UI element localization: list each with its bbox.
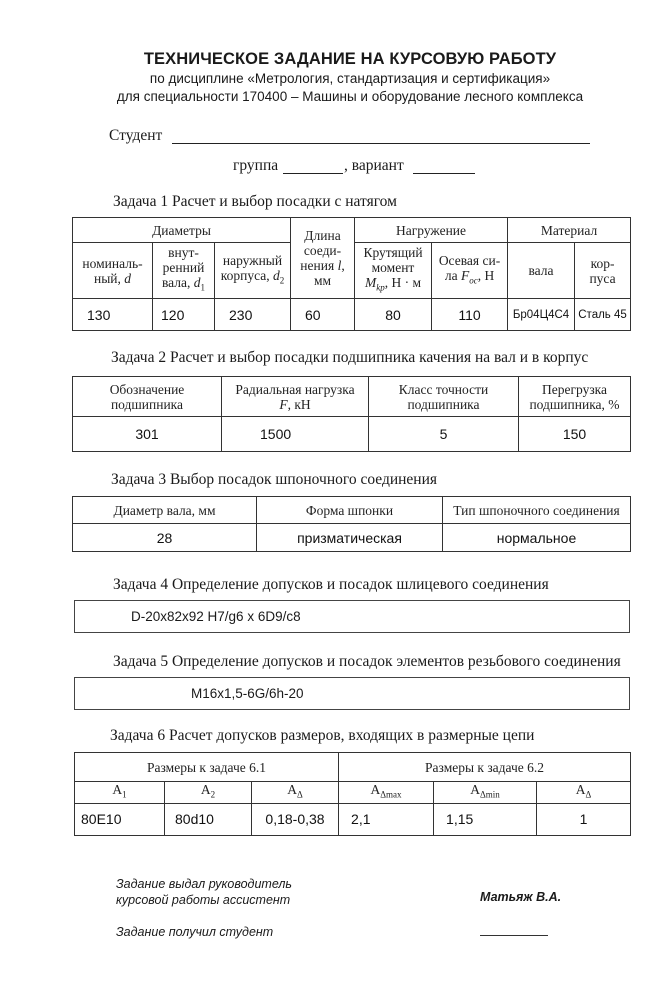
cell-a2: 80d10 [165, 803, 252, 835]
header-inner-sub: 1 [200, 282, 206, 293]
header-material: Материал [508, 218, 631, 243]
group-field[interactable] [283, 173, 343, 174]
header-radial-load [222, 377, 369, 417]
header-nominal-diameter [73, 243, 153, 299]
cell-length: 60 [291, 299, 355, 331]
task2-heading: Задача 2 Расчет и выбор посадки подшипника качения на вал и в корпус [111, 349, 589, 366]
variant-field[interactable] [413, 173, 475, 174]
header-outer-sub: 2 [279, 275, 285, 286]
cell-overload: 150 [519, 417, 631, 452]
header-a-delta-2 [537, 782, 631, 804]
document-title: ТЕХНИЧЕСКОЕ ЗАДАНИЕ НА КУРСОВУЮ РАБОТУ [143, 50, 557, 68]
header-torque-unit: , Н · м [384, 275, 422, 291]
header-axial-unit: , Н [477, 267, 495, 283]
spline-designation: D-20x82x92 H7/g6 x 6D9/c8 [131, 609, 301, 624]
cell-designation: 301 [73, 417, 222, 452]
issued-by-label [116, 876, 292, 908]
header-length: Длина соеди-нения l, мм [291, 218, 355, 299]
cell-a-delta: 0,18-0,38 [252, 803, 339, 835]
student-signature-field[interactable] [480, 935, 548, 936]
task3-table [72, 496, 631, 552]
task2-table [72, 376, 631, 452]
header-a-delta-max [339, 782, 434, 804]
task5-box [74, 677, 630, 710]
header-radial-unit: , кН [287, 396, 311, 412]
header-a-delta-2-sub: Δ [585, 789, 592, 800]
header-outer-diameter [215, 243, 291, 299]
header-shaft-material: вала [508, 243, 575, 299]
task1-heading: Задача 1 Расчет и выбор посадки с натягом [113, 193, 397, 210]
header-torque-sub: kp [376, 282, 385, 293]
header-a-delta-min [434, 782, 537, 804]
cell-a1: 80E10 [75, 803, 165, 835]
discipline-line: по дисциплине «Метрология, стандартизация и сертификация» [149, 71, 551, 86]
header-inner-diameter [153, 243, 215, 299]
header-key-type: Тип шпоночного соединения [443, 497, 631, 524]
cell-outer: 230 [215, 299, 291, 331]
header-length-var: l [337, 258, 342, 273]
header-axial-force [432, 243, 508, 299]
cell-inner: 120 [153, 299, 215, 331]
header-a-delta-base: A [287, 782, 297, 797]
group-label: группа [233, 157, 279, 174]
header-a1-base: A [112, 782, 123, 797]
header-housing-material: кор-пуса [575, 243, 631, 299]
header-axial-label: Осевая си-ла [438, 252, 501, 283]
cell-torque: 80 [355, 299, 432, 331]
thread-designation: M16x1,5-6G/6h-20 [191, 686, 304, 701]
header-a-delta-sub: Δ [296, 789, 303, 800]
header-a-delta-min-base: A [470, 782, 480, 797]
header-torque [355, 243, 432, 299]
header-load: Нагружение [355, 218, 508, 243]
table-row [73, 417, 631, 452]
header-a-delta-min-sub: Δmin [480, 789, 500, 800]
header-outer-var: d [273, 267, 280, 283]
cell-a-delta-max: 2,1 [339, 803, 434, 835]
task4-box [74, 600, 630, 633]
header-torque-label: Крутящий момент [363, 245, 423, 276]
cell-a-delta-2: 1 [537, 803, 631, 835]
header-a2 [165, 782, 252, 804]
header-radial-label: Радиальная нагрузка [235, 381, 355, 397]
task6-table [74, 752, 631, 836]
header-a-delta-2-base: A [575, 782, 586, 797]
header-nominal-label: номиналь-ный, [82, 255, 143, 286]
cell-key-shape: призматическая [257, 524, 443, 552]
cell-key-type: нормальное [443, 524, 631, 552]
header-inner-var: d [193, 275, 201, 291]
task6-heading: Задача 6 Расчет допусков размеров, входящих в размерные цепи [110, 727, 535, 744]
table-row [73, 524, 631, 552]
header-length-unit: мм [313, 273, 332, 288]
header-task-6-1: Размеры к задаче 6.1 [75, 753, 339, 782]
header-nominal-var: d [124, 270, 132, 286]
header-a-delta [252, 782, 339, 804]
cell-shaft-material: Бр04Ц4С4 [508, 299, 575, 331]
table-row [73, 299, 631, 331]
header-designation: Обозначение подшипника [73, 377, 222, 417]
cell-shaft-diameter: 28 [73, 524, 257, 552]
header-inner-label: внут-ренний вала, [161, 245, 205, 291]
header-axial-sub: oc [469, 275, 478, 286]
cell-radial-load: 1500 [222, 417, 369, 452]
header-axial-var: F [460, 267, 470, 283]
task4-heading: Задача 4 Определение допусков и посадок шлицевого соединения [113, 576, 549, 593]
header-a1 [75, 782, 165, 804]
header-a2-sub: 2 [210, 789, 216, 800]
student-name-field[interactable] [172, 143, 590, 144]
received-by-label: Задание получил студент [116, 925, 274, 939]
header-overload: Перегрузка подшипника, % [519, 377, 631, 417]
table-row [75, 803, 631, 835]
header-diameters: Диаметры [73, 218, 291, 243]
specialty-line: для специальности 170400 – Машины и оборудование лесного комплекса [116, 89, 584, 104]
header-torque-var: M [364, 275, 377, 291]
cell-axial: 110 [432, 299, 508, 331]
cell-nominal: 130 [73, 299, 153, 331]
header-outer-label: наружный корпуса, [220, 252, 283, 283]
cell-accuracy: 5 [369, 417, 519, 452]
student-label: Студент [109, 127, 163, 144]
task3-heading: Задача 3 Выбор посадок шпоночного соединения [111, 471, 438, 488]
header-a1-sub: 1 [122, 789, 127, 800]
supervisor-name: Матьяж В.А. [480, 890, 562, 904]
issued-by-line2: курсовой работы ассистент [116, 893, 291, 907]
task1-table [72, 217, 631, 331]
header-a-delta-max-sub: Δmax [380, 789, 402, 800]
header-a-delta-max-base: A [370, 782, 381, 797]
header-radial-var: F [279, 396, 288, 412]
issued-by-line1: Задание выдал руководитель [116, 877, 292, 891]
header-key-shape: Форма шпонки [257, 497, 443, 524]
header-shaft-diameter: Диаметр вала, мм [73, 497, 257, 524]
cell-a-delta-min: 1,15 [434, 803, 537, 835]
header-a2-base: A [200, 782, 211, 797]
cell-housing-material: Сталь 45 [575, 299, 631, 331]
variant-label: , вариант [344, 157, 404, 174]
header-accuracy: Класс точности подшипника [369, 377, 519, 417]
header-task-6-2: Размеры к задаче 6.2 [339, 753, 631, 782]
task5-heading: Задача 5 Определение допусков и посадок элементов резьбового соединения [113, 653, 621, 670]
header-length-label: Длина соеди-нения [300, 228, 342, 273]
